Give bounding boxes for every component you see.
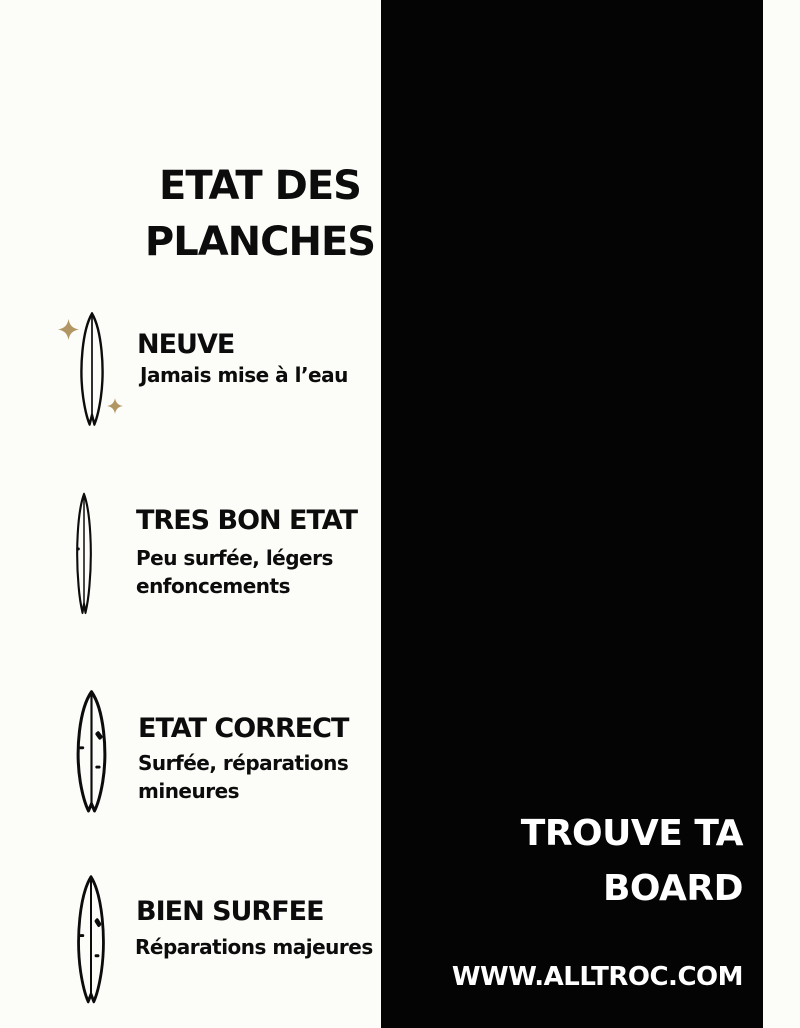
description-line: Jamais mise à l’eau — [140, 363, 348, 387]
condition-heading-neuve: NEUVE — [137, 329, 235, 360]
title-line-1: ETAT DES — [159, 163, 361, 209]
condition-heading-etat-correct: ETAT CORRECT — [138, 713, 349, 744]
description-line: enfoncements — [136, 574, 291, 598]
condition-description — [136, 544, 333, 600]
surfboard-very-good-icon — [69, 492, 99, 618]
description-line: Réparations majeures — [135, 935, 373, 959]
description-line: mineures — [138, 779, 240, 803]
description-line: Surfée, réparations — [138, 751, 349, 775]
condition-heading-tres-bon-etat: TRES BON ETAT — [136, 505, 358, 536]
website-url: WWW.ALLTROC.COM — [451, 962, 743, 992]
condition-heading-bien-surfee: BIEN SURFEE — [136, 896, 324, 927]
headline-line-2: BOARD — [602, 868, 743, 909]
surfboard-well-surfed-icon — [71, 874, 111, 1007]
right-panel — [381, 0, 763, 1028]
page-title — [100, 158, 420, 270]
description-line: Peu surfée, légers — [136, 546, 333, 570]
headline-line-1: TROUVE TA — [520, 813, 743, 854]
condition-description — [138, 749, 348, 805]
surfboard-new-icon — [75, 311, 109, 430]
condition-description — [135, 933, 373, 961]
surfboard-correct-icon — [70, 689, 113, 816]
condition-description — [140, 361, 348, 389]
sparkle-icon — [107, 398, 123, 414]
panel-headline — [403, 806, 743, 916]
title-line-2: PLANCHES — [144, 219, 376, 265]
